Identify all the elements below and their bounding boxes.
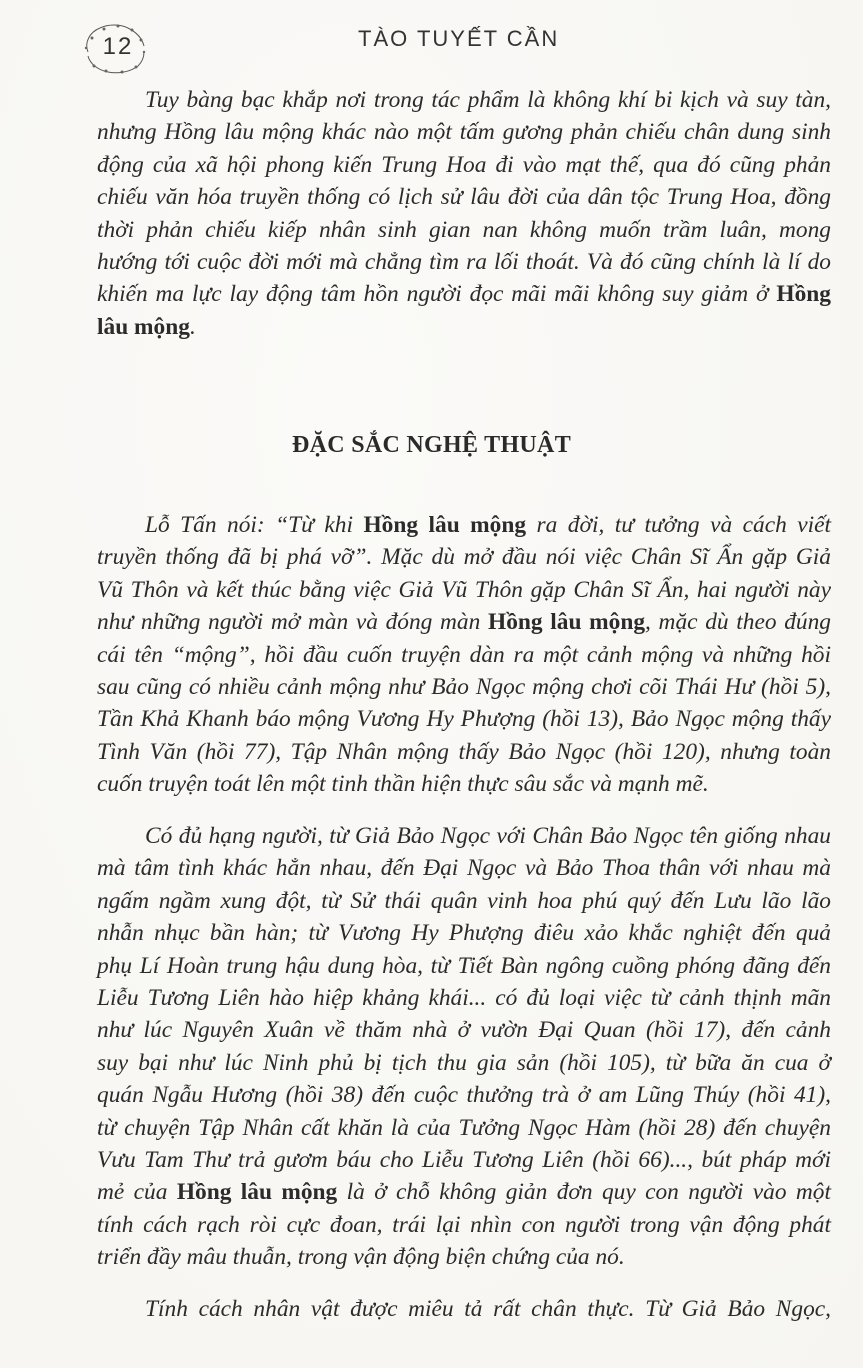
text-line	[97, 1176, 831, 1208]
text-line: Tần Khả Khanh báo mộng Vương Hy Phượng (hồi 13), Bảo Ngọc mộng thấy	[97, 706, 831, 733]
text-fragment: .	[189, 313, 196, 340]
text-line: Vũ Thôn và kết thúc bằng việc Giả Vũ Thôn gặp Chân Sĩ Ẩn, hai người này	[97, 576, 831, 603]
text-fragment: như những người mở màn và đóng màn	[97, 609, 488, 636]
text-line: quán Ngẫu Hương (hồi 38) đến cuộc thưởng trà ở am Lũng Thúy (hồi 41),	[97, 1082, 831, 1109]
paragraph-characters	[97, 820, 831, 1273]
section-heading: ĐẶC SẮC NGHỆ THUẬT	[292, 432, 571, 458]
page-header	[78, 22, 838, 78]
text-line: sau cũng có nhiều cảnh mộng như Bảo Ngọc mộng chơi cõi Thái Hư (hồi 5),	[97, 673, 831, 700]
text-line: nhẫn nhục bần hàn; từ Vương Hy Phượng điêu xảo khắc nghiệt đến quả	[97, 920, 831, 947]
book-title-emphasis: Hồng lâu mộng	[488, 609, 646, 636]
text-line: như lúc Nguyên Xuân về thăm nhà ở vườn Đại Quan (hồi 17), đến cảnh	[97, 1017, 831, 1044]
text-line	[97, 311, 831, 343]
intro-paragraph	[97, 84, 831, 343]
text-line: Tình Văn (hồi 77), Tập Nhân mộng thấy Bảo Ngọc (hồi 120), nhưng toàn	[97, 738, 831, 765]
text-line: chiếu văn hóa truyền thống có lịch sử lâu đời của dân tộc Trung Hoa, đồng	[97, 184, 831, 211]
text-line: Tuy bàng bạc khắp nơi trong tác phẩm là không khí bi kịch và suy tàn,	[145, 87, 831, 113]
page-number-badge	[78, 22, 154, 74]
text-line: hướng tới cuộc đời mới mà chẳng tìm ra lối thoát. Và đó cũng chính là lí do	[97, 248, 831, 275]
text-line: thời phản chiếu kiếp nhân sinh gian nan không muốn trầm luân, mong	[97, 216, 831, 243]
text-fragment: là ở chỗ không giản đơn quy con người vào một	[337, 1179, 831, 1206]
text-line: suy bại như lúc Ninh phủ bị tịch thu gia sản (hồi 105), từ bữa ăn cua ở	[97, 1049, 831, 1076]
page-number: 12	[102, 33, 134, 60]
text-line	[97, 606, 831, 638]
text-fragment: mẻ của	[97, 1179, 177, 1206]
text-line: mà tâm tình khác hẳn nhau, đến Đại Ngọc và Bảo Thoa thân với nhau mà	[97, 855, 831, 882]
text-fragment: ra đời, tư tưởng và cách viết	[526, 512, 831, 538]
running-title: TÀO TUYẾT CẦN	[358, 26, 560, 51]
book-title-emphasis: Hồng	[776, 281, 831, 308]
text-fragment: khiến ma lực lay động tâm hồn người đọc mãi mãi không suy giảm ở	[97, 281, 777, 308]
text-line: nhưng Hồng lâu mộng khác nào một tấm gương phản chiếu chân dung sinh	[97, 119, 831, 146]
text-line: phụ Lí Hoàn trung hậu dung hòa, từ Tiết Bàn ngông cuồng phóng đãng đến	[97, 952, 831, 979]
text-line: Vưu Tam Thư trả gươm báu cho Liễu Tương Liên (hồi 66)..., bút pháp mới	[97, 1146, 831, 1173]
text-fragment: , mặc dù theo đúng	[645, 609, 831, 636]
text-line: triển đầy mâu thuẫn, trong vận động biện chứng của nó.	[97, 1244, 625, 1271]
text-line: tính cách rạch ròi cực đoan, trái lại nhìn con người trong vận động phát	[97, 1211, 831, 1238]
text-line: Tính cách nhân vật được miêu tả rất chân thực. Từ Giả Bảo Ngọc,	[145, 1296, 831, 1322]
text-fragment: Lỗ Tấn nói: “Từ khi	[145, 512, 364, 538]
text-line: Liễu Tương Liên hào hiệp khảng khái... có đủ loại việc từ cảnh thịnh mãn	[97, 984, 831, 1011]
text-line: truyền thống đã bị phá vỡ”. Mặc dù mở đầu nói việc Chân Sĩ Ẩn gặp Giả	[97, 544, 831, 571]
book-title-emphasis: lâu mộng	[97, 313, 190, 340]
text-line: Có đủ hạng người, từ Giả Bảo Ngọc với Chân Bảo Ngọc tên giống nhau	[145, 823, 831, 849]
text-line: cuốn truyện toát lên một tinh thần hiện thực sâu sắc và mạnh mẽ.	[97, 771, 709, 798]
text-line: từ chuyện Tập Nhân cất khăn là của Tưởng Ngọc Hàm (hồi 28) đến chuyện	[97, 1114, 831, 1141]
text-line	[97, 509, 831, 541]
text-line: cái tên “mộng”, hồi đầu cuốn truyện dàn ra một cảnh mộng và những hồi	[97, 641, 831, 668]
paragraph-realism	[97, 1293, 831, 1325]
paragraph-lu-xun	[97, 509, 831, 801]
text-line: ngấm ngầm xung đột, từ Sử thái quân vinh hoa phú quý đến Lưu lão lão	[97, 887, 831, 914]
text-line	[97, 278, 831, 310]
book-title-emphasis: Hồng lâu mộng	[363, 512, 527, 538]
book-title-emphasis: Hồng lâu mộng	[176, 1179, 338, 1206]
text-line: động của xã hội phong kiến Trung Hoa đi vào mạt thế, qua đó cũng phản	[97, 151, 831, 178]
